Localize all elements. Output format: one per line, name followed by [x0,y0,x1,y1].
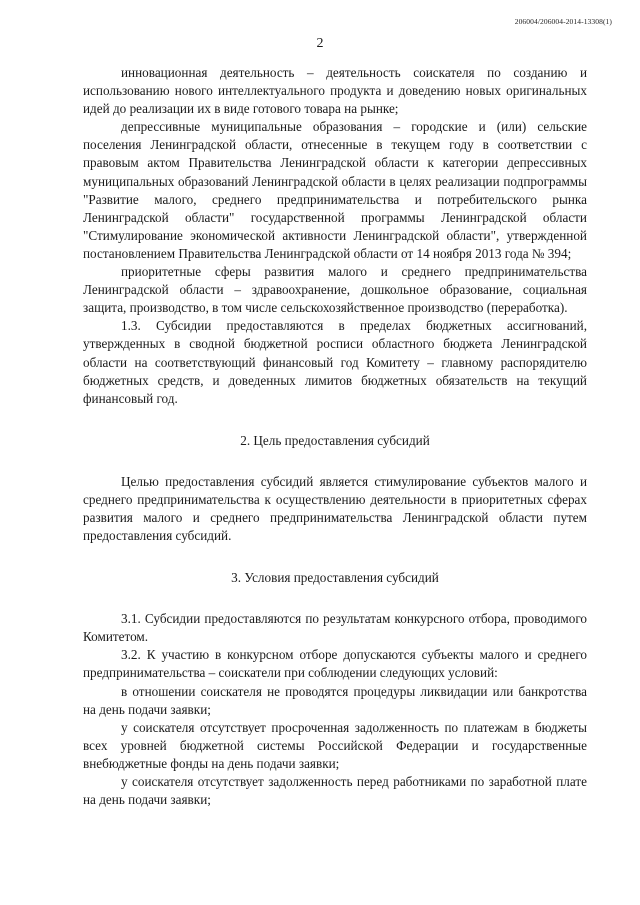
section-2-text: Целью предоставления субсидий является стимулирование субъектов малого и среднего предпринимательства к осуществлению деятельности в приоритетных сферах развития малого и среднего предпринимательства Ленинградской области путем предоставления субсидий. [83,473,587,544]
condition-no-tax-debt: у соискателя отсутствует просроченная задолженность по платежам в бюджеты всех уровней бюджетной системы Российской Федерации и государственные внебюджетные фонды на день подачи заявки; [83,719,587,771]
condition-no-liquidation: в отношении соискателя не проводятся процедуры ликвидации или банкротства на день подачи заявки; [83,683,587,717]
definition-priority-spheres: приоритетные сферы развития малого и среднего предпринимательства Ленинградской области – здравоохранение, дошкольное образование, социальная защита, производство, в том числе сельскохозяйственное производство (переработка). [83,264,587,316]
clause-3-1: 3.1. Субсидии предоставляются по результатам конкурсного отбора, проводимого Комитетом. [83,611,587,645]
page-number: 2 [316,36,324,51]
condition-no-wage-debt: у соискателя отсутствует задолженность перед работниками по заработной плате на день подачи заявки; [83,774,587,808]
section-2-heading: 2. Цель предоставления субсидий [240,432,430,448]
definition-depressed-municipalities: депрессивные муниципальные образования – городские и (или) сельские поселения Ленинградской области, отнесенные в текущем году в соответствии с правовым актом Правительства Ленинградской области к категории депрессивных муниципальных образований Ленинградской области в целях реализации подпрограммы "Развитие малого, среднего предпринимательства и потребительского рынка Ленинградской области" государственной программы Ленинградской области "Стимулирование экономической активности Ленинградской области", утвержденной постановлением Правительства Ленинградской области от 14 ноября 2013 года № 394; [83,119,587,261]
clause-3-2: 3.2. К участию в конкурсном отборе допускаются субъекты малого и среднего предпринимательства – соискатели при соблюдении следующих условий: [83,647,587,681]
clause-1-3: 1.3. Субсидии предоставляются в пределах бюджетных ассигнований, утвержденных в сводной бюджетной росписи областного бюджета Ленинградской области на соответствующий финансовый год Комитету – главному распорядителю бюджетных средств, и доведенных лимитов бюджетных обязательств на текущий финансовый год. [83,318,587,406]
document-body [83,64,587,809]
section-3-heading: 3. Условия предоставления субсидий [231,570,439,586]
definition-innovation: инновационная деятельность – деятельность соискателя по созданию и использованию нового интеллектуального продукта и доведению новых оригинальных идей до реализации их в виде готового товара на рынке; [83,65,587,117]
document-id: 206004/206004-2014-13308(1) [514,17,612,26]
